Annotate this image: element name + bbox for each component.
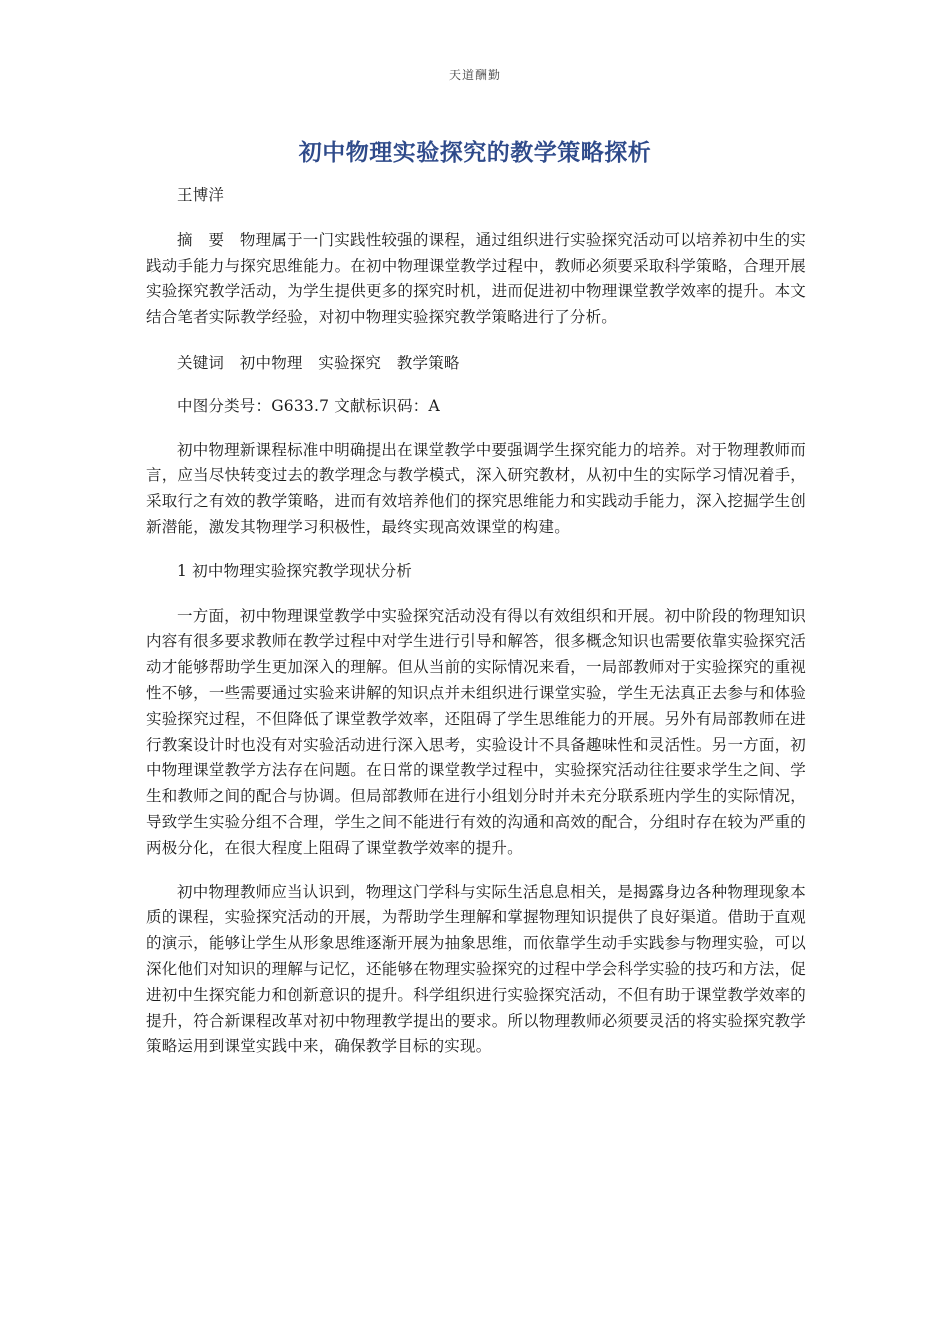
body-paragraph-2: 初中物理教师应当认识到，物理这门学科与实际生活息息相关，是揭露身边各种物理现象本质的课程，实验探究活动的开展，为帮助学生理解和掌握物理知识提供了良好渠道。借助于直观的演示，能够让学生从形象思维逐渐开展为抽象思维，而依靠学生动手实践参与物理实验，可以深化他们对知识的理解与记忆，还能够在物理实验探究的过程中学会科学实验的技巧和方法，促进初中生探究能力和创新意识的提升。科学组织进行实验探究活动，不但有助于课堂教学效率的提升，符合新课程改革对初中物理教学提出的要求。所以物理教师必须要灵活的将实验探究教学策略运用到课堂实践中来，确保教学目标的实现。	[146, 882, 806, 1056]
article-title: 初中物理实验探究的教学策略探析	[298, 140, 652, 166]
keywords-line: 关键词 初中物理 实验探究 教学策略	[177, 353, 460, 372]
classification-line: 中图分类号：G633.7 文献标识码：A	[177, 396, 440, 415]
page-header: 天道酬勤	[448, 68, 501, 82]
abstract-paragraph: 摘 要 物理属于一门实践性较强的课程，通过组织进行实验探究活动可以培养初中生的实践动手能力与探究思维能力。在初中物理课堂教学过程中，教师必须要采取科学策略，合理开展实验探究教学活动，为学生提供更多的探究时机，进而促进初中物理课堂教学效率的提升。本文结合笔者实际教学经验，对初中物理实验探究教学策略进行了分析。	[146, 230, 806, 327]
body-paragraph-1: 一方面，初中物理课堂教学中实验探究活动没有得以有效组织和开展。初中阶段的物理知识内容有很多要求教师在教学过程中对学生进行引导和解答，很多概念知识也需要依靠实验探究活动才能够帮助学生更加深入的理解。但从当前的实际情况来看，一局部教师对于实验探究的重视性不够，一些需要通过实验来讲解的知识点并未组织进行课堂实验，学生无法真正去参与和体验实验探究过程，不但降低了课堂教学效率，还阻碍了学生思维能力的开展。另外有局部教师在进行教案设计时也没有对实验活动进行深入思考，实验设计不具备趣味性和灵活性。另一方面，初中物理课堂教学方法存在问题。在日常的课堂教学过程中，实验探究活动往往要求学生之间、学生和教师之间的配合与协调。但局部教师在进行小组划分时并未充分联系班内学生的实际情况，导致学生实验分组不合理，学生之间不能进行有效的沟通和高效的配合，分组时存在较为严重的两极分化，在很大程度上阻碍了课堂教学效率的提升。	[146, 606, 806, 857]
section-heading-1: 1 初中物理实验探究教学现状分析	[177, 561, 412, 580]
intro-paragraph: 初中物理新课程标准中明确提出在课堂教学中要强调学生探究能力的培养。对于物理教师而言，应当尽快转变过去的教学理念与教学模式，深入研究教材，从初中生的实际学习情况着手，采取行之有效的教学策略，进而有效培养他们的探究思维能力和实践动手能力，深入挖掘学生创新潜能，激发其物理学习积极性，最终实现高效课堂的构建。	[146, 440, 806, 536]
author-name: 王博洋	[177, 186, 225, 204]
article-body	[146, 183, 806, 1078]
